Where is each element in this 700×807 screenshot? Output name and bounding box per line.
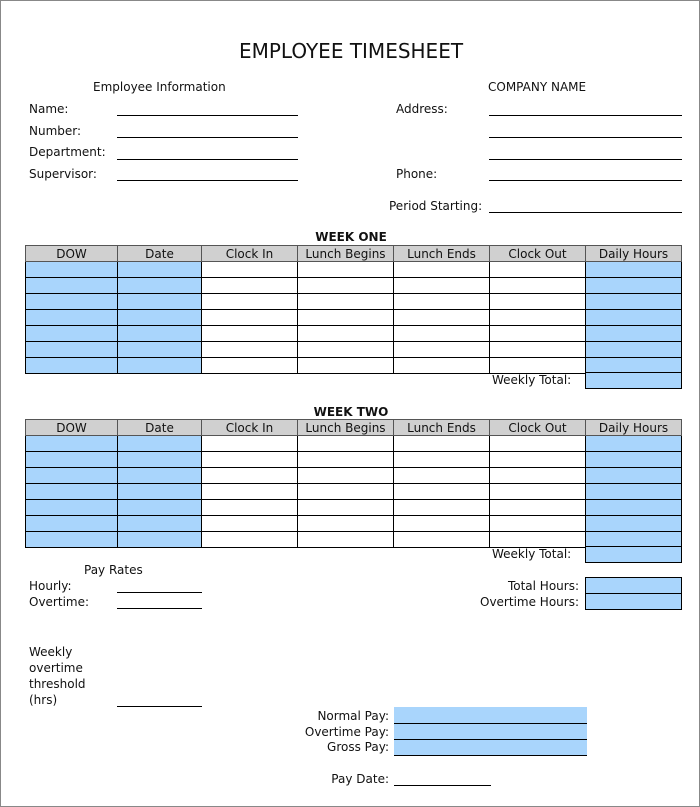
week-two-total-field[interactable] — [585, 546, 682, 563]
cell-clock-out[interactable] — [490, 358, 586, 374]
cell-daily-hours[interactable] — [586, 278, 682, 294]
cell-lunch-ends[interactable] — [394, 310, 490, 326]
cell-clock-in[interactable] — [202, 532, 298, 548]
supervisor-field[interactable] — [117, 180, 298, 181]
cell-clock-in[interactable] — [202, 500, 298, 516]
cell-clock-out[interactable] — [490, 500, 586, 516]
cell-lunch-begins[interactable] — [298, 532, 394, 548]
name-field[interactable] — [117, 115, 298, 116]
cell-lunch-ends[interactable] — [394, 436, 490, 452]
cell-date[interactable] — [118, 294, 202, 310]
cell-lunch-ends[interactable] — [394, 342, 490, 358]
cell-dow[interactable] — [26, 294, 118, 310]
table-row — [26, 358, 682, 374]
cell-daily-hours[interactable] — [586, 262, 682, 278]
cell-lunch-begins[interactable] — [298, 342, 394, 358]
cell-clock-in[interactable] — [202, 484, 298, 500]
phone-label: Phone: — [396, 167, 438, 181]
table-row — [26, 532, 682, 548]
cell-lunch-begins[interactable] — [298, 436, 394, 452]
cell-date[interactable] — [118, 484, 202, 500]
week-two-table — [25, 419, 682, 548]
cell-lunch-ends[interactable] — [394, 532, 490, 548]
cell-lunch-begins[interactable] — [298, 310, 394, 326]
normal-pay-label: Normal Pay: — [317, 709, 389, 723]
name-label: Name: — [29, 102, 69, 116]
cell-daily-hours[interactable] — [586, 452, 682, 468]
table-row — [26, 452, 682, 468]
cell-lunch-begins[interactable] — [298, 278, 394, 294]
table-row — [26, 484, 682, 500]
cell-clock-out[interactable] — [490, 436, 586, 452]
threshold-label-2: overtime — [29, 661, 83, 675]
cell-dow[interactable] — [26, 500, 118, 516]
cell-dow[interactable] — [26, 452, 118, 468]
cell-dow[interactable] — [26, 532, 118, 548]
cell-clock-out[interactable] — [490, 452, 586, 468]
column-header: Date — [118, 246, 202, 262]
column-header: Clock In — [202, 420, 298, 436]
cell-lunch-ends[interactable] — [394, 516, 490, 532]
address-field-3[interactable] — [489, 159, 682, 160]
cell-daily-hours[interactable] — [586, 310, 682, 326]
overtime-pay-label: Overtime Pay: — [304, 725, 389, 739]
cell-date[interactable] — [118, 310, 202, 326]
overtime-rate-field[interactable] — [117, 608, 202, 609]
department-label: Department: — [29, 145, 106, 159]
hourly-field[interactable] — [117, 592, 202, 593]
address-field-2[interactable] — [489, 137, 682, 138]
cell-lunch-begins[interactable] — [298, 468, 394, 484]
cell-dow[interactable] — [26, 262, 118, 278]
threshold-label-4: (hrs) — [29, 693, 58, 707]
column-header: Clock Out — [490, 246, 586, 262]
overtime-rate-label: Overtime: — [29, 595, 90, 609]
cell-clock-in[interactable] — [202, 436, 298, 452]
cell-dow[interactable] — [26, 468, 118, 484]
period-starting-label: Period Starting: — [389, 199, 483, 213]
cell-clock-in[interactable] — [202, 468, 298, 484]
cell-daily-hours[interactable] — [586, 342, 682, 358]
phone-field[interactable] — [489, 180, 682, 181]
column-header: Lunch Ends — [394, 420, 490, 436]
cell-dow[interactable] — [26, 310, 118, 326]
cell-lunch-begins[interactable] — [298, 500, 394, 516]
cell-date[interactable] — [118, 436, 202, 452]
cell-clock-out[interactable] — [490, 484, 586, 500]
cell-clock-out[interactable] — [490, 532, 586, 548]
table-row — [26, 262, 682, 278]
cell-clock-in[interactable] — [202, 358, 298, 374]
number-field[interactable] — [117, 137, 298, 138]
pay-rates-heading: Pay Rates — [84, 563, 143, 577]
cell-clock-in[interactable] — [202, 452, 298, 468]
table-row — [26, 278, 682, 294]
cell-lunch-ends[interactable] — [394, 262, 490, 278]
cell-daily-hours[interactable] — [586, 468, 682, 484]
cell-lunch-ends[interactable] — [394, 358, 490, 374]
total-hours-label: Total Hours: — [507, 579, 579, 593]
cell-dow[interactable] — [26, 436, 118, 452]
cell-dow[interactable] — [26, 326, 118, 342]
cell-date[interactable] — [118, 326, 202, 342]
cell-lunch-ends[interactable] — [394, 468, 490, 484]
week-two-title: WEEK TWO — [313, 405, 389, 419]
overtime-pay-field[interactable] — [394, 724, 587, 740]
pay-date-label: Pay Date: — [331, 772, 389, 786]
cell-lunch-ends[interactable] — [394, 484, 490, 500]
number-label: Number: — [29, 124, 82, 138]
overtime-hours-field[interactable] — [585, 593, 682, 610]
table-row — [26, 500, 682, 516]
cell-daily-hours[interactable] — [586, 516, 682, 532]
column-header: Clock Out — [490, 420, 586, 436]
cell-dow[interactable] — [26, 278, 118, 294]
cell-dow[interactable] — [26, 516, 118, 532]
cell-date[interactable] — [118, 452, 202, 468]
cell-date[interactable] — [118, 358, 202, 374]
cell-date[interactable] — [118, 516, 202, 532]
cell-lunch-begins[interactable] — [298, 358, 394, 374]
employee-info-heading: Employee Information — [93, 80, 226, 94]
cell-lunch-begins[interactable] — [298, 294, 394, 310]
cell-clock-in[interactable] — [202, 516, 298, 532]
cell-clock-out[interactable] — [490, 326, 586, 342]
gross-pay-label: Gross Pay: — [327, 740, 389, 754]
column-header: DOW — [26, 246, 118, 262]
cell-lunch-ends[interactable] — [394, 326, 490, 342]
cell-clock-in[interactable] — [202, 294, 298, 310]
column-header: Daily Hours — [586, 246, 682, 262]
cell-lunch-begins[interactable] — [298, 262, 394, 278]
column-header: Lunch Ends — [394, 246, 490, 262]
hourly-label: Hourly: — [29, 579, 72, 593]
week-two-total-label: Weekly Total: — [492, 547, 572, 561]
cell-date[interactable] — [118, 342, 202, 358]
cell-lunch-begins[interactable] — [298, 326, 394, 342]
cell-clock-in[interactable] — [202, 342, 298, 358]
threshold-label-1: Weekly — [29, 645, 73, 659]
supervisor-label: Supervisor: — [29, 167, 97, 181]
week-one-total-field[interactable] — [585, 372, 682, 389]
week-one-title: WEEK ONE — [315, 230, 387, 244]
overtime-hours-label: Overtime Hours: — [480, 595, 579, 609]
cell-lunch-ends[interactable] — [394, 452, 490, 468]
address-field-1[interactable] — [489, 115, 682, 116]
cell-clock-out[interactable] — [490, 468, 586, 484]
table-row — [26, 326, 682, 342]
column-header: Lunch Begins — [298, 420, 394, 436]
cell-clock-in[interactable] — [202, 326, 298, 342]
company-name: COMPANY NAME — [488, 80, 587, 94]
cell-date[interactable] — [118, 500, 202, 516]
period-starting-field[interactable] — [489, 212, 682, 213]
cell-clock-in[interactable] — [202, 278, 298, 294]
column-header: Clock In — [202, 246, 298, 262]
table-row — [26, 294, 682, 310]
address-label: Address: — [396, 102, 448, 116]
week-one-total-label: Weekly Total: — [492, 373, 572, 387]
cell-clock-out[interactable] — [490, 310, 586, 326]
pay-date-field[interactable] — [394, 785, 491, 786]
total-hours-field[interactable] — [585, 577, 682, 594]
column-header: Date — [118, 420, 202, 436]
table-row — [26, 468, 682, 484]
cell-lunch-ends[interactable] — [394, 294, 490, 310]
cell-dow[interactable] — [26, 484, 118, 500]
cell-date[interactable] — [118, 278, 202, 294]
cell-clock-out[interactable] — [490, 516, 586, 532]
cell-date[interactable] — [118, 468, 202, 484]
cell-daily-hours[interactable] — [586, 436, 682, 452]
cell-clock-out[interactable] — [490, 342, 586, 358]
table-row — [26, 516, 682, 532]
cell-clock-out[interactable] — [490, 262, 586, 278]
week-one-table — [25, 245, 682, 374]
gross-pay-field[interactable] — [394, 740, 587, 756]
cell-date[interactable] — [118, 532, 202, 548]
table-row — [26, 342, 682, 358]
cell-lunch-begins[interactable] — [298, 516, 394, 532]
table-row — [26, 436, 682, 452]
normal-pay-field[interactable] — [394, 707, 587, 724]
cell-lunch-ends[interactable] — [394, 500, 490, 516]
cell-dow[interactable] — [26, 342, 118, 358]
page-title: EMPLOYEE TIMESHEET — [238, 39, 464, 63]
threshold-label-3: threshold — [29, 677, 86, 691]
table-row — [26, 310, 682, 326]
department-field[interactable] — [117, 159, 298, 160]
cell-date[interactable] — [118, 262, 202, 278]
cell-lunch-begins[interactable] — [298, 452, 394, 468]
cell-daily-hours[interactable] — [586, 500, 682, 516]
cell-clock-in[interactable] — [202, 310, 298, 326]
cell-clock-in[interactable] — [202, 262, 298, 278]
cell-clock-out[interactable] — [490, 278, 586, 294]
threshold-field[interactable] — [117, 706, 202, 707]
cell-lunch-ends[interactable] — [394, 278, 490, 294]
cell-daily-hours[interactable] — [586, 326, 682, 342]
cell-clock-out[interactable] — [490, 294, 586, 310]
cell-dow[interactable] — [26, 358, 118, 374]
cell-daily-hours[interactable] — [586, 484, 682, 500]
column-header: Daily Hours — [586, 420, 682, 436]
cell-daily-hours[interactable] — [586, 294, 682, 310]
cell-lunch-begins[interactable] — [298, 484, 394, 500]
column-header: DOW — [26, 420, 118, 436]
column-header: Lunch Begins — [298, 246, 394, 262]
